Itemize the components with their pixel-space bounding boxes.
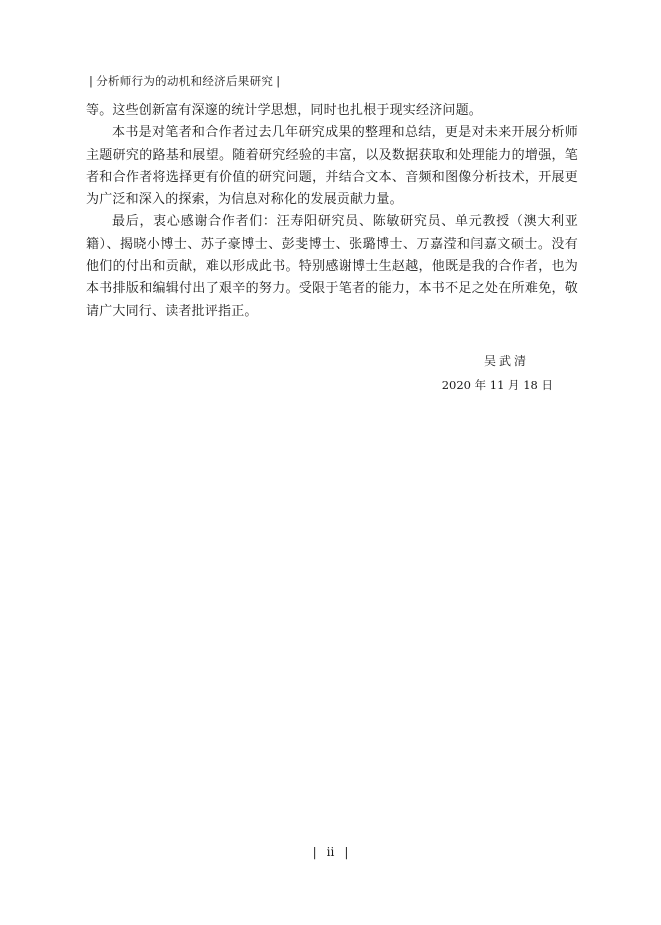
preface-body — [86, 100, 578, 323]
paragraph-continuation: 等。这些创新富有深邃的统计学思想，同时也扎根于现实经济问题。 — [86, 103, 483, 118]
page-footer — [0, 845, 661, 859]
page-number: ii — [326, 845, 335, 859]
author-signature: 吴武清 — [483, 354, 529, 368]
paragraph-summary: 本书是对笔者和合作者过去几年研究成果的整理和总结，更是对未来开展分析师主题研究的路基和展望。随着研究经验的丰富，以及数据获取和处理能力的增强，笔者和合作者将选择更有价值的研究问题，并结合文本、音频和图像分析技术，开展更为广泛和深入的探索，为信息对称化的发展贡献力量。 — [86, 125, 578, 208]
footer-left-bar: | — [312, 845, 317, 859]
footer-right-bar: | — [344, 845, 349, 859]
header-left-bar: | — [89, 74, 94, 88]
signature-date: 2020 年 11 月 18 日 — [441, 378, 553, 392]
paragraph-acknowledgements: 最后，衷心感谢合作者们：汪寿阳研究员、陈敏研究员、单元教授（澳大利亚籍）、揭晓小博士、苏子豪博士、彭斐博士、张璐博士、万嘉滢和闫嘉文硕士。没有他们的付出和贡献，难以形成此书。特别感谢博士生赵越，他既是我的合作者，也为本书排版和编辑付出了艰辛的努力。受限于笔者的能力，本书不足之处在所难免，敬请广大同行、读者批评指正。 — [86, 214, 578, 319]
running-header — [86, 73, 283, 89]
header-right-bar: | — [276, 74, 281, 88]
book-title: 分析师行为的动机和经济后果研究 — [96, 74, 274, 88]
